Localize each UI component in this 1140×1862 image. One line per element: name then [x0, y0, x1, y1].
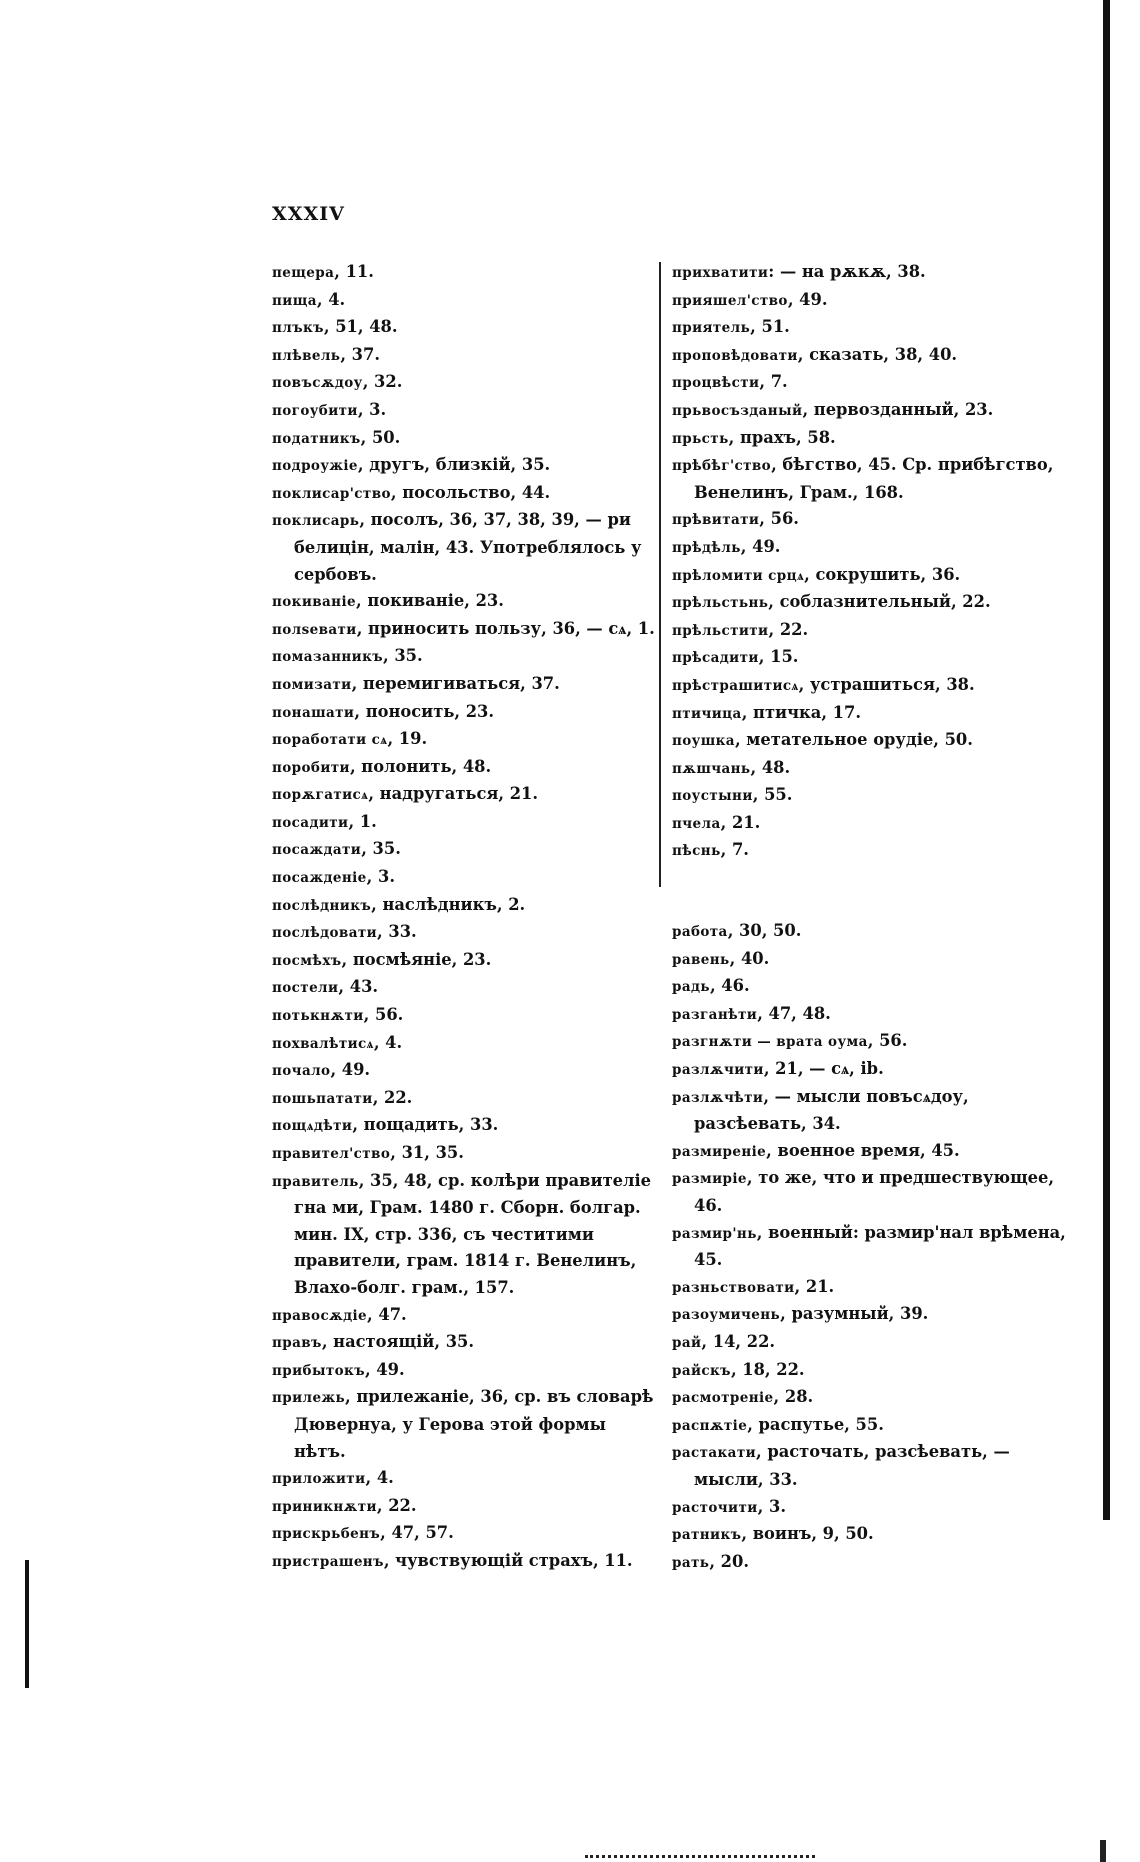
glossary-entry: правитель, 35, 48, ср. колѣри правителіе гна ми, Грам. 1480 г. Сборн. болгар. мин. IX, стр. 336, съ честитими правители, грам. 1814 г. Венелинъ, Влахо-болг. грам., 157. [272, 1170, 652, 1297]
glossary-entry: похвалѣтисѧ, 4. [272, 1032, 403, 1052]
glossary-entry: поустыни, 55. [672, 785, 793, 805]
glossary-entry: прѣстрашитисѧ, устрашиться, 38. [672, 674, 975, 694]
page-number: XXXIV [272, 203, 345, 225]
glossary-entry: размиріе, то же, что и предшествующее, 46. [672, 1168, 1055, 1215]
glossary-entry: расмотреніе, 28. [672, 1387, 814, 1407]
glossary-entry: погоубити, 3. [272, 399, 387, 419]
glossary-entry: прибытокъ, 49. [272, 1359, 405, 1379]
column-divider [659, 262, 661, 887]
glossary-entry: податникъ, 50. [272, 427, 401, 447]
glossary-entry: понашати, поносить, 23. [272, 701, 495, 721]
glossary-entry: разлѫчити, 21, — сѧ, ib. [672, 1059, 884, 1079]
glossary-entry: прихватити: — на рѫкѫ, 38. [672, 262, 926, 281]
glossary-entry: посаждати, 35. [272, 839, 401, 859]
glossary-entry: поушка, метательное орудіе, 50. [672, 730, 973, 750]
glossary-entry: прискрьбенъ, 47, 57. [272, 1523, 454, 1543]
glossary-entry: размиреніе, военное время, 45. [672, 1140, 960, 1160]
glossary-entry: поклисарь, посолъ, 36, 37, 38, 39, — ри белицін, малін, 43. Употреблялось у сербовъ. [272, 510, 642, 584]
glossary-entry: прияшел'ство, 49. [672, 289, 828, 309]
glossary-entry: разньствовати, 21. [672, 1276, 835, 1296]
page-edge-shadow [1103, 0, 1110, 1520]
glossary-entry: поработати сѧ, 19. [272, 729, 428, 749]
glossary-entry: ратникъ, воинъ, 9, 50. [672, 1524, 874, 1544]
glossary-entry: разгнѫти — врата оума, 56. [672, 1031, 908, 1051]
glossary-entry: посадити, 1. [272, 811, 377, 831]
glossary-entry: почало, 49. [272, 1060, 371, 1080]
glossary-entry: правител'ство, 31, 35. [272, 1143, 464, 1162]
glossary-entry: равень, 40. [672, 948, 770, 968]
glossary-entry: послѣдовати, 33. [272, 922, 417, 942]
glossary-entry: разоумичень, разумный, 39. [672, 1304, 929, 1324]
glossary-column-right [672, 259, 1072, 1576]
glossary-entry: прѣльстьнь, соблазнительный, 22. [672, 592, 991, 612]
scan-artifact-bottom [585, 1855, 815, 1861]
glossary-entry: размир'нь, военный: размир'нал врѣмена, 45. [672, 1222, 1066, 1270]
glossary-entry: постели, 43. [272, 977, 379, 997]
glossary-entry: полѕевати, приносить пользу, 36, — сѧ, 1. [272, 618, 655, 638]
glossary-entry: рай, 14, 22. [672, 1331, 776, 1351]
glossary-entry: пристрашенъ, чувствующій страхъ, 11. [272, 1550, 633, 1570]
glossary-entry: пчела, 21. [672, 812, 761, 832]
glossary-entry: проповѣдовати, сказать, 38, 40. [672, 344, 958, 364]
glossary-entry: прѣльстити, 22. [672, 619, 809, 639]
glossary-entry: растакати, расточать, разсѣевать, — мысли, 33. [672, 1442, 1010, 1489]
glossary-entry: посмѣхъ, посмѣяніе, 23. [272, 949, 492, 969]
glossary-entry: работа, 30, 50. [672, 921, 802, 941]
glossary-entry: посажденіе, 3. [272, 867, 396, 887]
glossary-entry: радь, 46. [672, 976, 750, 996]
glossary-entry: подроужіе, другъ, близкій, 35. [272, 455, 551, 475]
glossary-entry: прѣломити срцѧ, сокрушить, 36. [672, 564, 961, 584]
section-gap [672, 865, 1072, 918]
glossary-entry: прьсть, прахъ, 58. [672, 427, 836, 447]
glossary-entry: распѫтіе, распутье, 55. [672, 1414, 884, 1434]
glossary-entry: приложити, 4. [272, 1468, 394, 1488]
scan-artifact-left [25, 1560, 29, 1688]
glossary-entry: прилежь, прилежаніе, 36, ср. въ словарѣ Дювернуа, у Герова этой формы нѣтъ. [272, 1387, 654, 1461]
glossary-entry: процвѣсти, 7. [672, 372, 788, 392]
glossary-entry: прѣбѣг'ство, бѣгство, 45. Ср. прибѣгство, Венелинъ, Грам., 168. [672, 455, 1054, 502]
glossary-entry: разлѫчѣти, — мысли повъсѧдоу, разсѣевать, 34. [672, 1086, 969, 1134]
glossary-entry: прѣвитати, 56. [672, 509, 799, 529]
glossary-entry: пища, 4. [272, 289, 346, 309]
glossary-entry: пѣснь, 7. [672, 840, 749, 860]
glossary-entry: повъсѫдоу, 32. [272, 372, 403, 392]
glossary-entry: приятель, 51. [672, 317, 790, 337]
glossary-entry: потькнѫти, 56. [272, 1005, 404, 1025]
glossary-entry: пошьпатати, 22. [272, 1087, 413, 1107]
glossary-column-left [272, 259, 656, 1576]
glossary-entry: пощѧдѣти, пощадить, 33. [272, 1115, 499, 1135]
glossary-entry: поклисар'ство, посольство, 44. [272, 482, 551, 502]
glossary-entry: помизати, перемигиваться, 37. [272, 673, 560, 693]
scan-artifact-bottom-right [1100, 1840, 1106, 1862]
glossary-entry: плъкъ, 51, 48. [272, 317, 398, 337]
glossary-entry: птичица, птичка, 17. [672, 702, 861, 722]
glossary-entry: рать, 20. [672, 1551, 749, 1571]
glossary-entry: прьвосъзданый, первозданный, 23. [672, 399, 994, 419]
glossary-entry: правъ, настоящій, 35. [272, 1332, 475, 1352]
glossary-entry: помазанникъ, 35. [272, 646, 423, 666]
glossary-entry: пещера, 11. [272, 262, 374, 281]
glossary-entry: райскъ, 18, 22. [672, 1359, 805, 1379]
glossary-entry: покиваніе, покиваніе, 23. [272, 591, 504, 611]
glossary-entry: разганѣти, 47, 48. [672, 1003, 831, 1023]
glossary-entry: расточити, 3. [672, 1496, 786, 1516]
glossary-entry: поробити, полонить, 48. [272, 756, 492, 776]
glossary-entry: порѫгатисѧ, надругаться, 21. [272, 784, 539, 804]
glossary-entry: плѣвель, 37. [272, 344, 381, 364]
glossary-entry: послѣдникъ, наслѣдникъ, 2. [272, 894, 526, 914]
glossary-entry: пѫшчань, 48. [672, 757, 791, 777]
glossary-entry: правосѫдіе, 47. [272, 1304, 407, 1324]
glossary-entry: прѣсадити, 15. [672, 647, 799, 667]
glossary-entry: прѣдѣль, 49. [672, 536, 781, 556]
glossary-entry: приникнѫти, 22. [272, 1495, 417, 1515]
